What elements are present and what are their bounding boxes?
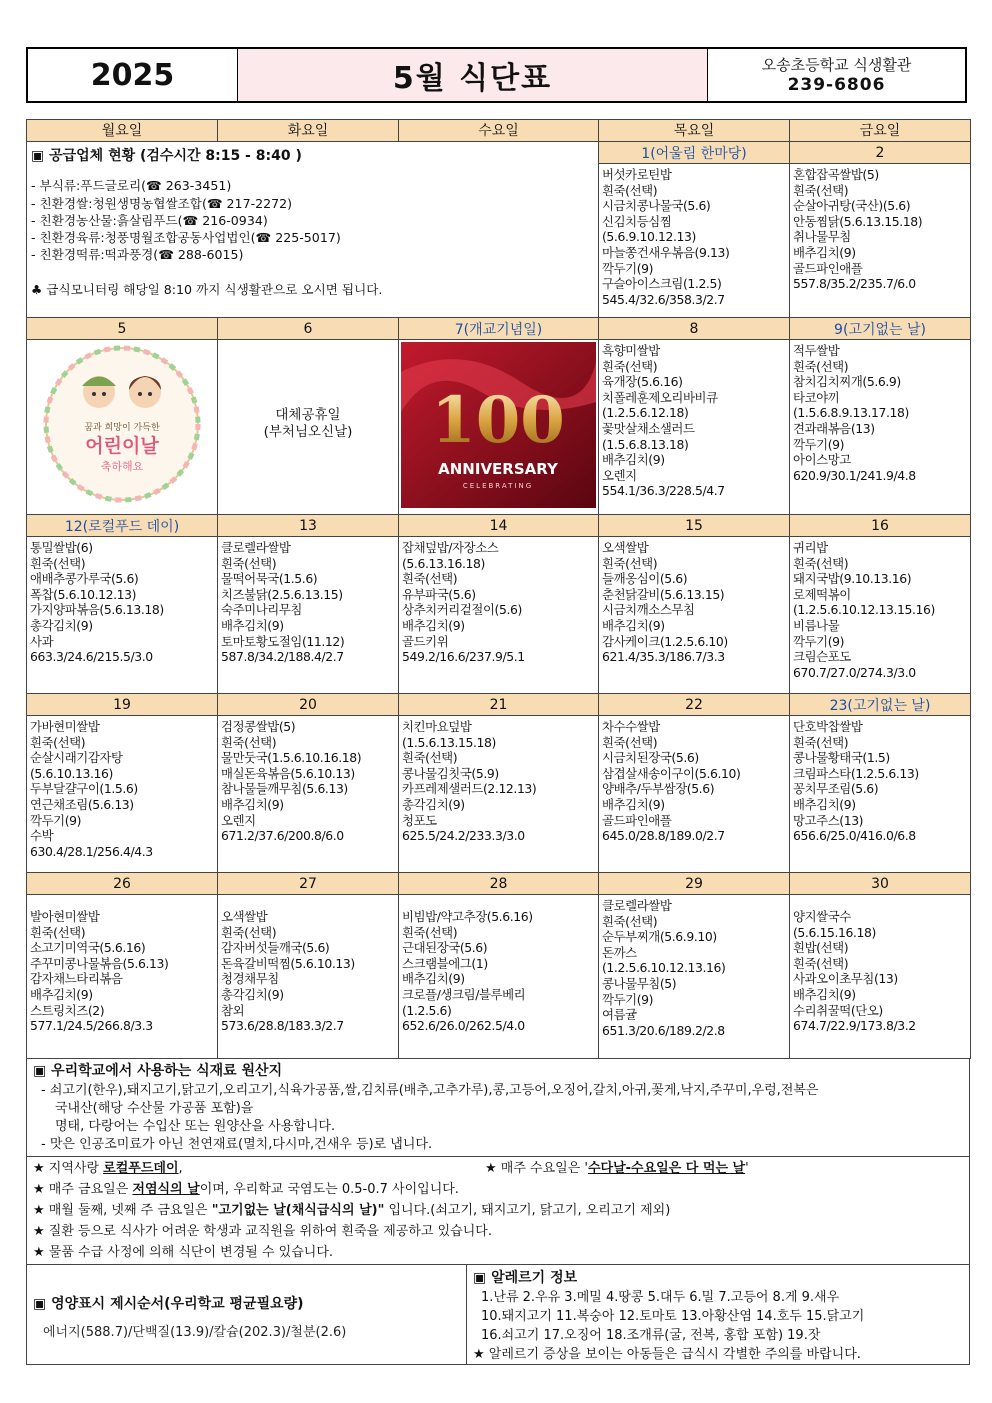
day-menu-19 xyxy=(27,716,218,873)
day-menu-23 xyxy=(790,716,971,873)
anniversary-illustration xyxy=(401,342,596,508)
day-header-27: 27 xyxy=(218,873,399,895)
nutrition-values: 663.3/24.6/215.5/3.0 xyxy=(30,649,153,665)
day-menu-21 xyxy=(399,716,599,873)
menu-item: 가바현미쌀밥 xyxy=(30,719,100,734)
menu-item: (5.6.15.16.18) xyxy=(793,924,876,940)
nutrition-values: 587.8/34.2/188.4/2.7 xyxy=(221,649,344,665)
day-menu-12 xyxy=(27,537,218,694)
menu-item: 스트링치즈(2) xyxy=(30,1002,105,1018)
menu-item: 시금치된장국(5.6) xyxy=(602,750,699,766)
menu-item: 깍두기(9) xyxy=(602,991,654,1007)
menu-item: 스크램블에그(1) xyxy=(402,955,488,971)
menu-item: 견과래볶음(13) xyxy=(793,420,875,436)
menu-item: 순살시래기감자탕 xyxy=(30,750,123,766)
nutrition-values: 625.5/24.2/233.3/3.0 xyxy=(402,828,525,844)
menu-item: 골드키위 xyxy=(402,633,449,649)
menu-item: 흰죽(선택) xyxy=(221,924,277,940)
year: 2025 xyxy=(28,49,238,101)
menu-item: 흰죽(선택) xyxy=(402,750,458,766)
menu-item: 흰죽(선택) xyxy=(602,182,658,198)
menu-item: 참치김치찌개(5.6.9) xyxy=(793,374,901,390)
day-header-15: 15 xyxy=(599,515,790,537)
menu-item: 흰죽(선택) xyxy=(602,913,658,929)
day-header-22: 22 xyxy=(599,694,790,716)
menu-item: 청포도 xyxy=(402,812,437,828)
menu-item: 흰죽(선택) xyxy=(793,955,849,971)
menu-item: 흰죽(선택) xyxy=(30,734,86,750)
menu-item: 크림슨포도 xyxy=(793,649,851,665)
nutrition-values: 577.1/24.5/266.8/3.3 xyxy=(30,1018,153,1034)
menu-item: 흰죽(선택) xyxy=(221,734,277,750)
day-header-12: 12(로컬푸드 데이) xyxy=(27,515,218,537)
menu-item: 참나물들깨무침(5.6.13) xyxy=(221,781,348,797)
menu-item: 타코야끼 xyxy=(793,389,840,405)
nutrition-values: 652.6/26.0/262.5/4.0 xyxy=(402,1018,525,1034)
menu-item: 수박 xyxy=(30,828,54,844)
holiday-label: 대체공휴일 xyxy=(275,407,341,423)
nutrition-values: 554.1/36.3/228.5/4.7 xyxy=(602,483,725,499)
allergy-warning: ★ 알레르기 증상을 보이는 아동들은 급식시 각별한 주의를 바랍니다. xyxy=(473,1347,861,1362)
menu-item: 혼합잡곡쌀밥(5) xyxy=(793,167,879,182)
monitoring-note: ♣ 급식모니터링 해당일 8:10 까지 식생활관으로 오시면 됩니다. xyxy=(31,281,383,297)
day-header-5: 5 xyxy=(27,318,218,340)
menu-item: 배추김치(9) xyxy=(793,796,856,812)
menu-item: 배추김치(9) xyxy=(793,244,856,260)
menu-item: 양지쌀국수 xyxy=(793,909,851,924)
menu-item: 비빔밥/약고추장(5.6.16) xyxy=(402,909,533,924)
menu-item: 총각김치(9) xyxy=(30,617,93,633)
menu-item: 꽁치무조림(5.6) xyxy=(793,781,879,797)
menu-item: 카프레제샐러드(2.12.13) xyxy=(402,781,537,797)
weekday-wed: 수요일 xyxy=(399,120,599,142)
menu-item: 근대된장국(5.6) xyxy=(402,940,488,956)
menu-item: (5.6.9.10.12.13) xyxy=(602,229,696,245)
day-header-30: 30 xyxy=(790,873,971,895)
menu-item: 깍두기(9) xyxy=(793,633,845,649)
childrens-day-subtitle: 꿈과 희망이 가득한 xyxy=(84,423,160,433)
menu-item: 들깨옹심이(5.6) xyxy=(602,571,688,587)
menu-item: 청경채무침 xyxy=(221,971,279,987)
nutrition-values: 671.2/37.6/200.8/6.0 xyxy=(221,828,344,844)
childrens-day-greeting: 축하해요 xyxy=(100,460,144,473)
menu-item: 수리취꿀떡(단오) xyxy=(793,1002,883,1018)
day-header-8: 8 xyxy=(599,318,790,340)
menu-item: 총각김치(9) xyxy=(221,986,284,1002)
menu-item: 배추김치(9) xyxy=(602,617,665,633)
nutrition-values: 549.2/16.6/237.9/5.1 xyxy=(402,649,525,665)
allergy-section xyxy=(467,1265,969,1364)
menu-item: 흰죽(선택) xyxy=(793,182,849,198)
menu-item: 물떡어묵국(1.5.6) xyxy=(221,571,318,587)
menu-item: 깍두기(9) xyxy=(793,436,845,452)
menu-item: 배추김치(9) xyxy=(602,796,665,812)
menu-item: 차수수쌀밥 xyxy=(602,719,660,734)
wednesday-note: ★ 매주 수요일은 '수다날-수요일은 다 먹는 날' xyxy=(485,1161,749,1176)
menu-item: 배추김치(9) xyxy=(221,617,284,633)
allergy-title: ▣ 알레르기 정보 xyxy=(473,1270,578,1286)
nutrition-values: 630.4/28.1/256.4/4.3 xyxy=(30,843,153,859)
anniversary-number: 100 xyxy=(431,383,565,458)
menu-item: 애배추콩가루국(5.6) xyxy=(30,571,139,587)
allergy-line: 10.돼지고기 11.복숭아 12.토마토 13.아황산염 14.호두 15.닭고기 xyxy=(481,1309,865,1324)
menu-item: 시금치콩나물국(5.6) xyxy=(602,198,711,214)
porridge-note: ★ 질환 등으로 식사가 어려운 학생과 교직원을 위하여 흰죽을 제공하고 있습니다. xyxy=(33,1224,492,1239)
anniversary-word: ANNIVERSARY xyxy=(438,460,558,478)
nutrition-values: 545.4/32.6/358.3/2.7 xyxy=(602,291,725,307)
day-menu-15 xyxy=(599,537,790,694)
origin-line: 명태, 다랑어는 수입산 또는 원양산을 사용합니다. xyxy=(55,1119,336,1134)
menu-item: 버섯카로틴밥 xyxy=(602,167,672,182)
menu-item: 물만둣국(1.5.6.10.16.18) xyxy=(221,750,362,766)
nutrition-values: 651.3/20.6/189.2/2.8 xyxy=(602,1022,725,1038)
menu-item: 두부달걀구이(1.5.6) xyxy=(30,781,138,797)
menu-item: 여름귤 xyxy=(602,1007,637,1023)
menu-item: 춘천닭갈비(5.6.13.15) xyxy=(602,586,725,602)
menu-item: 발아현미쌀밥 xyxy=(30,909,100,924)
menu-item: 폭찹(5.6.10.12.13) xyxy=(30,586,137,602)
menu-item: 배추김치(9) xyxy=(402,617,465,633)
menu-item: 비름나물 xyxy=(793,617,840,633)
menu-item: 돈육갈비떡찜(5.6.10.13) xyxy=(221,955,355,971)
menu-item: 순살아귀탕(국산)(5.6) xyxy=(793,198,911,214)
nutrition-values: 620.9/30.1/241.9/4.8 xyxy=(793,467,916,483)
day-header-7: 7(개교기념일) xyxy=(399,318,599,340)
menu-item: 오색쌀밥 xyxy=(221,909,268,924)
day-menu-20 xyxy=(218,716,399,873)
school-name: 오송초등학교 식생활관 xyxy=(761,56,912,74)
menu-item: 흑향미쌀밥 xyxy=(602,343,660,358)
change-note: ★ 물품 수급 사정에 의해 식단이 변경될 수 있습니다. xyxy=(33,1245,334,1260)
menu-item: 흰죽(선택) xyxy=(402,571,458,587)
menu-item: 감자버섯들깨국(5.6) xyxy=(221,940,330,956)
allergy-line: 1.난류 2.우유 3.메밀 4.땅콩 5.대두 6.밀 7.고등어 8.게 9.새우 xyxy=(481,1290,840,1305)
nutrition-title: ▣ 영양표시 제시순서(우리학교 평균필요량) xyxy=(33,1296,304,1312)
supplier-line: - 친환경육류:청풍명월조합공동사업법인(☎ 225-5017) xyxy=(31,230,341,246)
weekday-mon: 월요일 xyxy=(27,120,218,142)
menu-item: 잡채덮밥/자장소스 xyxy=(402,540,499,555)
menu-item: (1.2.5.6) xyxy=(402,1002,452,1018)
menu-item: 꽃맛살채소샐러드 xyxy=(602,420,695,436)
day-header-26: 26 xyxy=(27,873,218,895)
day-header-19: 19 xyxy=(27,694,218,716)
day-menu-14 xyxy=(399,537,599,694)
origin-line: - 쇠고기(한우),돼지고기,닭고기,오리고기,식육가공품,쌀,김치류(배추,고추가루),콩,고등어,오징어,갈치,아귀,꽃게,낙지,주꾸미,우렁,전복은 xyxy=(41,1083,819,1098)
menu-item: 연근채조림(5.6.13) xyxy=(30,796,134,812)
day-menu-16 xyxy=(790,537,971,694)
anniversary-image xyxy=(399,340,599,515)
menu-item: 흰죽(선택) xyxy=(793,555,849,571)
menu-item: 크로플/생크림/블루베리 xyxy=(402,986,526,1002)
menu-item: 콩나물김칫국(5.9) xyxy=(402,765,499,781)
menu-item: 배추김치(9) xyxy=(602,452,665,468)
menu-item: 치킨마요덮밥 xyxy=(402,719,472,734)
menu-item: 삼겹살새송이구이(5.6.10) xyxy=(602,765,741,781)
menu-item: 참외 xyxy=(221,1002,245,1018)
weekday-thu: 목요일 xyxy=(599,120,790,142)
menu-item: 깍두기(9) xyxy=(30,812,82,828)
nutrition-values: 573.6/28.8/183.3/2.7 xyxy=(221,1018,344,1034)
school-phone: 239-6806 xyxy=(787,75,886,95)
menu-item: 흰죽(선택) xyxy=(602,734,658,750)
menu-item: 배추김치(9) xyxy=(402,971,465,987)
supplier-line: - 부식류:푸드글로리(☎ 263-3451) xyxy=(31,178,232,194)
menu-item: 양배추/두부쌈장(5.6) xyxy=(602,781,715,797)
nutrition-section xyxy=(27,1265,467,1364)
menu-item: 가지양파볶음(5.6.13.18) xyxy=(30,602,164,618)
weekday-row xyxy=(27,120,971,142)
day-header-28: 28 xyxy=(399,873,599,895)
supplier-info xyxy=(27,142,599,318)
menu-item: 흰죽(선택) xyxy=(602,358,658,374)
menu-item: 흰죽(선택) xyxy=(30,555,86,571)
menu-item: 유부파국(5.6) xyxy=(402,586,476,602)
menu-item: 주꾸미콩나물볶음(5.6.13) xyxy=(30,955,169,971)
menu-item: 통밀쌀밥(6) xyxy=(30,540,93,555)
school-info xyxy=(708,49,965,101)
menu-item: 콩나물황태국(1.5) xyxy=(793,750,890,766)
menu-item: 오렌지 xyxy=(602,467,637,483)
menu-item: 배추김치(9) xyxy=(30,986,93,1002)
menu-item: 숙주미나리무침 xyxy=(221,602,302,618)
menu-item: 골드파인애플 xyxy=(602,812,672,828)
day-menu-13 xyxy=(218,537,399,694)
weekday-fri: 금요일 xyxy=(790,120,971,142)
origin-line: 국내산(해당 수산물 가공품 포함)을 xyxy=(55,1101,254,1116)
day-header-23: 23(고기없는 날) xyxy=(790,694,971,716)
nutrition-values: 557.8/35.2/235.7/6.0 xyxy=(793,276,916,292)
nutrition-values: 656.6/25.0/416.0/6.8 xyxy=(793,828,916,844)
childrens-day-illustration xyxy=(29,342,215,506)
menu-item: 오렌지 xyxy=(221,812,256,828)
childrens-day-title: 어린이날 xyxy=(85,435,159,457)
menu-item: 돼지국밥(9.10.13.16) xyxy=(793,571,912,587)
menu-item: 매실돈육볶음(5.6.10.13) xyxy=(221,765,355,781)
menu-item: 클로렐라쌀밥 xyxy=(602,898,672,913)
day-menu-29 xyxy=(599,895,790,1059)
menu-item: 순두부찌개(5.6.9.10) xyxy=(602,929,717,945)
menu-item: 육개장(5.6.16) xyxy=(602,374,683,390)
menu-item: 망고주스(13) xyxy=(793,812,864,828)
day-menu-1 xyxy=(599,164,790,318)
notes-section xyxy=(27,1157,969,1265)
menu-item: 배추김치(9) xyxy=(221,796,284,812)
meatless-note: ★ 매월 둘째, 넷째 주 금요일은 "고기없는 날(채식급식의 날)" 입니다.(쇠고기, 돼지고기, 닭고기, 오리고기 제외) xyxy=(33,1203,671,1218)
menu-item: 오색쌀밥 xyxy=(602,540,649,555)
menu-item: 적두쌀밥 xyxy=(793,343,840,358)
menu-item: (5.6.13.16.18) xyxy=(402,555,485,571)
day-header-16: 16 xyxy=(790,515,971,537)
holiday-reason: (부처님오신날) xyxy=(263,424,353,440)
menu-item: 골드파인애플 xyxy=(793,260,863,276)
day-header-14: 14 xyxy=(399,515,599,537)
menu-item: 토마토황도절임(11.12) xyxy=(221,633,345,649)
menu-item: 흰죽(선택) xyxy=(793,734,849,750)
menu-item: 취나물무침 xyxy=(793,229,851,245)
menu-item: 시금치깨소스무침 xyxy=(602,602,695,618)
day-menu-27 xyxy=(218,895,399,1059)
menu-item: 흰죽(선택) xyxy=(602,555,658,571)
day-header-29: 29 xyxy=(599,873,790,895)
menu-item: 흰죽(선택) xyxy=(30,924,86,940)
supplier-line: - 친환경농산물:흙살림푸드(☎ 216-0934) xyxy=(31,212,268,228)
menu-item: 아이스망고 xyxy=(793,452,851,468)
menu-item: 사과오이초무침(13) xyxy=(793,971,898,987)
day-menu-22 xyxy=(599,716,790,873)
nutrition-values: 에너지(588.7)/단백질(13.9)/칼슘(202.3)/철분(2.6) xyxy=(43,1325,347,1340)
weekday-tue: 화요일 xyxy=(218,120,399,142)
menu-item: 깍두기(9) xyxy=(602,260,654,276)
menu-item: (5.6.10.13.16) xyxy=(30,765,113,781)
menu-item: 구슬아이스크림(1.2.5) xyxy=(602,276,722,292)
menu-item: 검정콩쌀밥(5) xyxy=(221,719,296,734)
supplier-title: ▣ 공급업체 현황 (검수시간 8:15 - 8:40 ) xyxy=(31,148,302,164)
nutrition-values: 670.7/27.0/274.3/3.0 xyxy=(793,664,916,680)
nutrition-values: 621.4/35.3/186.7/3.3 xyxy=(602,649,725,665)
menu-item: 신김치등심찜 xyxy=(602,213,672,229)
day-menu-8 xyxy=(599,340,790,515)
day-cell-6 xyxy=(218,340,399,515)
menu-item: 배추김치(9) xyxy=(793,986,856,1002)
anniversary-caption: CELEBRATING xyxy=(462,482,534,490)
menu-item: (1.5.6.13.15.18) xyxy=(402,734,496,750)
menu-item: (1.2.5.6.10.12.13.15.16) xyxy=(793,602,935,618)
nutrition-values: 674.7/22.9/173.8/3.2 xyxy=(793,1018,916,1034)
menu-item: 흰죽(선택) xyxy=(402,924,458,940)
menu-item: 마늘쫑건새우볶음(9.13) xyxy=(602,244,730,260)
day-header-9: 9(고기없는 날) xyxy=(790,318,971,340)
menu-item: 총각김치(9) xyxy=(402,796,465,812)
page-title: 5월 식단표 xyxy=(238,49,708,101)
menu-item: (1.5.6.8.9.13.17.18) xyxy=(793,405,909,421)
menu-item: 치폴레훈제오리바비큐 xyxy=(602,389,718,405)
page-header xyxy=(26,47,967,103)
menu-item: 감사케이크(1.2.5.6.10) xyxy=(602,633,728,649)
childrens-day-image xyxy=(27,340,218,515)
menu-item: 소고기미역국(5.6.16) xyxy=(30,940,146,956)
menu-item: 귀리밥 xyxy=(793,540,828,555)
menu-item: 사과 xyxy=(30,633,54,649)
menu-item: 콩나물무침(5) xyxy=(602,975,677,991)
menu-item: 흰죽(선택) xyxy=(793,358,849,374)
menu-calendar xyxy=(26,119,971,1059)
menu-item: 안동찜닭(5.6.13.15.18) xyxy=(793,213,923,229)
day-header-2: 2 xyxy=(790,142,971,164)
allergy-line: 16.쇠고기 17.오징어 18.조개류(굴, 전복, 홍합 포함) 19.잣 xyxy=(481,1328,821,1343)
day-menu-26 xyxy=(27,895,218,1059)
menu-item: 로제떡볶이 xyxy=(793,586,851,602)
menu-item: 크림파스타(1.2.5.6.13) xyxy=(793,765,919,781)
origin-title: ▣ 우리학교에서 사용하는 식재료 원산지 xyxy=(33,1063,283,1079)
day-menu-28 xyxy=(399,895,599,1059)
menu-item: 돈까스 xyxy=(602,944,637,960)
menu-item: 흰밥(선택) xyxy=(793,940,849,956)
menu-item: (1.2.5.6.12.18) xyxy=(602,405,689,421)
local-food-note: ★ 지역사랑 로컬푸드데이, xyxy=(33,1161,183,1176)
supplier-line: - 친환경떡류:떡과풍경(☎ 288-6015) xyxy=(31,247,244,263)
supplier-line: - 친환경쌀:청원생명농협쌀조합(☎ 217-2272) xyxy=(31,195,293,211)
menu-item: 치즈불닭(2.5.6.13.15) xyxy=(221,586,343,602)
origin-section xyxy=(27,1058,969,1157)
day-header-6: 6 xyxy=(218,318,399,340)
day-header-13: 13 xyxy=(218,515,399,537)
menu-item: 상추치커리겉절이(5.6) xyxy=(402,602,522,618)
day-header-21: 21 xyxy=(399,694,599,716)
menu-item: (1.5.6.8.13.18) xyxy=(602,436,689,452)
menu-item: (1.2.5.6.10.12.13.16) xyxy=(602,960,726,976)
origin-line: - 맛은 인공조미료가 아닌 천연재료(멸치,다시마,건새우 등)로 냅니다. xyxy=(41,1137,433,1152)
menu-item: 감자채느타리볶음 xyxy=(30,971,123,987)
day-menu-2 xyxy=(790,164,971,318)
menu-item: 단호박찹쌀밥 xyxy=(793,719,863,734)
day-menu-30 xyxy=(790,895,971,1059)
friday-note: ★ 매주 금요일은 저염식의 날이며, 우리학교 국염도는 0.5-0.7 사이입니다. xyxy=(33,1182,459,1197)
day-menu-9 xyxy=(790,340,971,515)
day-header-1: 1(어울림 한마당) xyxy=(599,142,790,164)
menu-item: 흰죽(선택) xyxy=(221,555,277,571)
footer-info xyxy=(26,1058,970,1365)
nutrition-values: 645.0/28.8/189.0/2.7 xyxy=(602,828,725,844)
day-header-20: 20 xyxy=(218,694,399,716)
menu-item: 클로렐라쌀밥 xyxy=(221,540,291,555)
